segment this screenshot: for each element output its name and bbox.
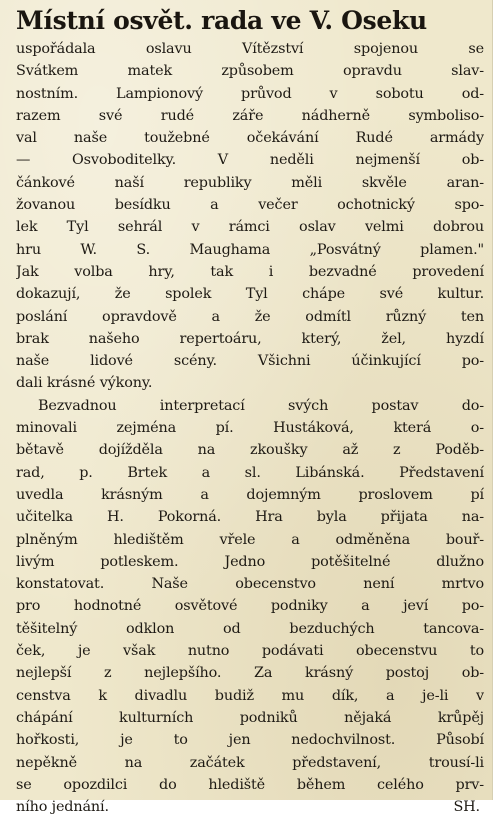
text-line: plněným hledištěm vřele a odměněna bouř- <box>16 531 484 548</box>
paragraph-2 <box>16 395 484 818</box>
text-line: Jak volba hry, tak i bezvadné provedení <box>16 263 484 280</box>
article-body <box>16 38 484 818</box>
text-line: uvedla krásným a dojemným proslovem pí <box>16 486 484 503</box>
text-line: dokazují, že spolek Tyl chápe své kultur. <box>16 286 484 303</box>
text-line: brak našeho repertoáru, který, žel, hyzdí <box>16 330 484 347</box>
author-signature: SH. <box>453 799 480 816</box>
text-line: učitelka H. Pokorná. Hra byla přijata na- <box>16 509 484 526</box>
closing-line <box>16 796 484 818</box>
text-line: Bezvadnou interpretací svých postav do- <box>38 397 484 414</box>
paragraph-1 <box>16 38 484 395</box>
text-line: razem své rudé záře nádherně symboliso- <box>16 107 484 124</box>
text-line: ního jednání. <box>16 799 109 816</box>
text-line: val naše toužebné očekávání Rudé armády <box>16 130 484 147</box>
text-line: uspořádala oslavu Vítězství spojenou se <box>16 41 484 57</box>
text-line: dali krásné výkony. <box>16 375 153 392</box>
text-line: hru W. S. Maughama „Posvátný plamen." <box>16 241 484 258</box>
text-line: naše lidové scény. Všichni účinkující po- <box>16 353 484 370</box>
text-line: těšitelný odklon od bezduchých tancova- <box>16 620 484 637</box>
text-line: lek Tyl sehrál v rámci oslav velmi dobrou <box>16 219 484 236</box>
text-line: žovanou besídku a večer ochotnický spo- <box>16 197 484 214</box>
text-line: pro hodnotné osvětové podniky a jeví po- <box>16 598 484 615</box>
text-line: chápání kulturních podniků nějaká krůpěj <box>16 709 484 726</box>
text-line: se opozdilci do hlediště během celého prv- <box>16 776 484 793</box>
text-line: — Osvoboditelky. V neděli nejmenší ob- <box>16 152 484 169</box>
text-line: Svátkem matek způsobem opravdu slav- <box>16 63 484 80</box>
text-line: bětavě dojížděla na zkoušky až z Poděb- <box>16 442 484 459</box>
text-line: livým potleskem. Jedno potěšitelné dlužno <box>16 553 484 570</box>
text-line: nostním. Lampionový průvod v sobotu od- <box>16 85 484 102</box>
text-line: nepěkně na začátek představení, trousí-li <box>16 754 484 771</box>
text-line: censtva k divadlu budiž mu dík, a je-li v <box>16 687 484 704</box>
text-line: minovali zejména pí. Hustáková, která o- <box>16 420 484 437</box>
text-line: konstatovat. Naše obecenstvo není mrtvo <box>16 576 484 593</box>
text-line: hořkosti, je to jen nedochvilnost. Působí <box>16 732 484 749</box>
article-headline: Místní osvět. rada ve V. Oseku <box>16 6 427 35</box>
text-line: rad, p. Brtek a sl. Libánská. Představení <box>16 464 484 481</box>
text-line: nejlepší z nejlepšího. Za krásný postoj ob- <box>16 665 484 682</box>
text-line: poslání opravdově a že odmítl různý ten <box>16 308 484 325</box>
text-line: ček, je však nutno podávati obecenstvu to <box>16 643 484 660</box>
text-line: čánkové naší republiky měli skvěle aran- <box>16 174 484 191</box>
